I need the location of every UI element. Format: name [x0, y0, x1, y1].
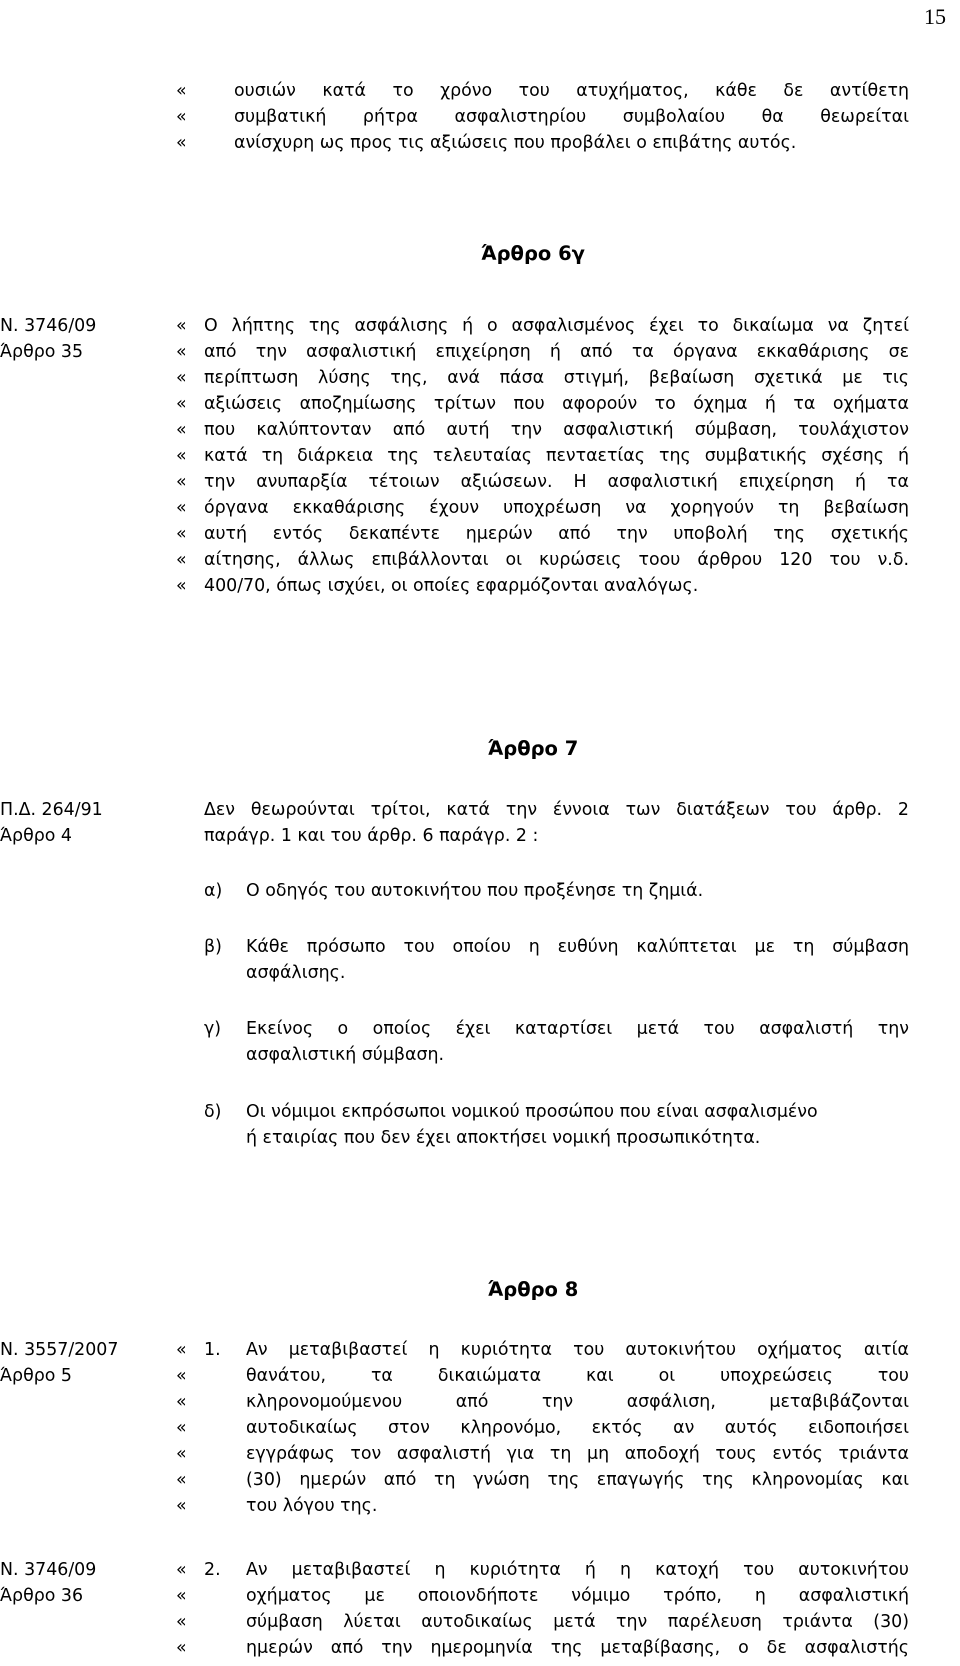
quote-mark: « — [176, 1586, 187, 1606]
quote-marks-column — [176, 78, 187, 156]
quote-mark: « — [176, 550, 187, 570]
text-line: σύμβαση λύεται αυτοδικαίως μετά την παρέλευση τριάντα (30) — [246, 1612, 909, 1632]
quote-marks-column — [176, 313, 187, 599]
text-line: αίτησης, άλλως επιβάλλονται οι κυρώσεις τοου άρθρου 120 του ν.δ. — [204, 550, 909, 570]
text-line: την ανυπαρξία τέτοιων αξιώσεων. Η ασφαλιστική επιχείρηση ή τα — [204, 472, 909, 492]
article-6g-paragraph — [204, 313, 909, 599]
quote-mark: « — [176, 342, 187, 362]
quote-mark: « — [176, 1560, 187, 1580]
text-line: Εκείνος ο οποίος έχει καταρτίσει μετά του ασφαλιστή την — [246, 1019, 909, 1039]
quote-mark: « — [176, 472, 187, 492]
text-line: Αν μεταβιβαστεί η κυριότητα του αυτοκινήτου οχήματος αιτία — [246, 1340, 909, 1360]
law-reference-line: Άρθρο 4 — [0, 826, 72, 846]
law-reference — [0, 797, 103, 849]
text-line: ανίσχυρη ως προς τις αξιώσεις που προβάλει ο επιβάτης αυτός. — [234, 133, 797, 153]
law-reference-line: Ν. 3557/2007 — [0, 1340, 119, 1360]
article-heading: Άρθρο 6γ — [481, 242, 585, 265]
text-line: Δεν θεωρούνται τρίτοι, κατά την έννοια των διατάξεων του άρθρ. 2 — [204, 800, 909, 820]
quote-mark: « — [176, 1496, 187, 1516]
text-line: (30) ημερών από τη γνώση της επαγωγής της κληρονομίας και — [246, 1470, 909, 1490]
quote-mark: « — [176, 394, 187, 414]
text-line: ασφαλιστική σύμβαση. — [246, 1045, 445, 1065]
text-line: ή εταιρίας που δεν έχει αποκτήσει νομική προσωπικότητα. — [246, 1128, 761, 1148]
text-line: ουσιών κατά το χρόνο του ατυχήματος, κάθε δε αντίθετη — [234, 81, 909, 101]
text-line: από την ασφαλιστική επιχείρηση ή από τα όργανα εκκαθάρισης σε — [204, 342, 909, 362]
text-line: Αν μεταβιβαστεί η κυριότητα ή η κατοχή του αυτοκινήτου — [246, 1560, 909, 1580]
text-line: Οι νόμιμοι εκπρόσωποι νομικού προσώπου που είναι ασφαλισμένο — [246, 1102, 818, 1122]
quote-mark: « — [176, 524, 187, 544]
quote-mark: « — [176, 1638, 187, 1658]
list-item-label: δ) — [204, 1102, 222, 1122]
paragraph-number: 2. — [204, 1560, 221, 1580]
quote-mark: « — [176, 81, 187, 101]
list-item-label: γ) — [204, 1019, 222, 1039]
text-line: αξιώσεις αποζημίωσης τρίτων που αφορούν το όχημα ή τα οχήματα — [204, 394, 909, 414]
law-reference — [0, 313, 96, 365]
law-reference-line: Άρθρο 35 — [0, 342, 84, 362]
quote-mark: « — [176, 498, 187, 518]
text-line: όργανα εκκαθάρισης έχουν υποχρέωση να χορηγούν τη βεβαίωση — [204, 498, 909, 518]
text-line: Κάθε πρόσωπο του οποίου η ευθύνη καλύπτεται με τη σύμβαση — [246, 937, 909, 957]
list-item — [204, 1099, 909, 1151]
page-number: 15 — [924, 4, 946, 29]
quote-mark: « — [176, 1340, 187, 1360]
article-heading: Άρθρο 8 — [487, 1278, 579, 1301]
quote-mark: « — [176, 1470, 187, 1490]
list-item — [204, 878, 909, 904]
quote-mark: « — [176, 576, 187, 596]
text-line: Ο λήπτης της ασφάλισης ή ο ασφαλισμένος έχει το δικαίωμα να ζητεί — [204, 316, 909, 336]
quote-mark: « — [176, 1392, 187, 1412]
text-line: συμβατική ρήτρα ασφαλιστηρίου συμβολαίου θα θεωρείται — [234, 107, 909, 127]
list-item — [204, 1016, 909, 1068]
text-line: του λόγου της. — [246, 1496, 378, 1516]
law-reference-line: Ν. 3746/09 — [0, 316, 97, 336]
list-item-label: α) — [204, 881, 223, 901]
paragraph-number: 1. — [204, 1340, 221, 1360]
quote-mark: « — [176, 446, 187, 466]
text-line: περίπτωση λύσης της, ανά πάσα στιγμή, βεβαίωση σχετικά με τις — [204, 368, 909, 388]
text-line: εγγράφως τον ασφαλιστή για τη μη αποδοχή τους εντός τριάντα — [246, 1444, 909, 1464]
text-line: οχήματος με οποιονδήποτε νόμιμο τρόπο, η ασφαλιστική — [246, 1586, 909, 1606]
text-line: Ο οδηγός του αυτοκινήτου που προξένησε τη ζημιά. — [246, 881, 704, 901]
text-line: παράγρ. 1 και του άρθρ. 6 παράγρ. 2 : — [204, 826, 539, 846]
quote-mark: « — [176, 107, 187, 127]
text-line: ασφάλισης. — [246, 963, 346, 983]
top-paragraph — [234, 78, 909, 156]
text-line: κληρονομούμενου από την ασφάλιση, μεταβιβάζονται — [246, 1392, 909, 1412]
text-line: ημερών από την ημερομηνία της μεταβίβασης, ο δε ασφαλιστής — [246, 1638, 909, 1658]
law-reference-line: Ν. 3746/09 — [0, 1560, 97, 1580]
quote-marks-column — [176, 1337, 187, 1519]
list-item — [204, 934, 909, 986]
quote-mark: « — [176, 316, 187, 336]
article-heading: Άρθρο 7 — [487, 737, 579, 760]
article-8-paragraph-1 — [246, 1337, 909, 1519]
quote-mark: « — [176, 1418, 187, 1438]
text-line: κατά τη διάρκεια της τελευταίας πενταετίας της συμβατικής σχέσης ή — [204, 446, 909, 466]
law-reference — [0, 1337, 118, 1389]
quote-marks-column — [176, 1557, 187, 1661]
quote-mark: « — [176, 1444, 187, 1464]
law-reference-line: Άρθρο 5 — [0, 1366, 72, 1386]
quote-mark: « — [176, 133, 187, 153]
article-7-intro — [204, 797, 909, 849]
text-line: 400/70, όπως ισχύει, οι οποίες εφαρμόζονται αναλόγως. — [204, 576, 699, 596]
text-line: που καλύπτονταν από αυτή την ασφαλιστική σύμβαση, τουλάχιστον — [204, 420, 909, 440]
law-reference-line: Άρθρο 36 — [0, 1586, 84, 1606]
text-line: αυτή εντός δεκαπέντε ημερών από την υποβολή της σχετικής — [204, 524, 909, 544]
list-item-label: β) — [204, 937, 222, 957]
text-line: θανάτου, τα δικαιώματα και οι υποχρεώσεις του — [246, 1366, 909, 1386]
quote-mark: « — [176, 420, 187, 440]
article-8-paragraph-2 — [246, 1557, 909, 1661]
law-reference — [0, 1557, 96, 1609]
quote-mark: « — [176, 1612, 187, 1632]
text-line: αυτοδικαίως στον κληρονόμο, εκτός αν αυτός ειδοποιήσει — [246, 1418, 909, 1438]
quote-mark: « — [176, 368, 187, 388]
law-reference-line: Π.Δ. 264/91 — [0, 800, 103, 820]
quote-mark: « — [176, 1366, 187, 1386]
